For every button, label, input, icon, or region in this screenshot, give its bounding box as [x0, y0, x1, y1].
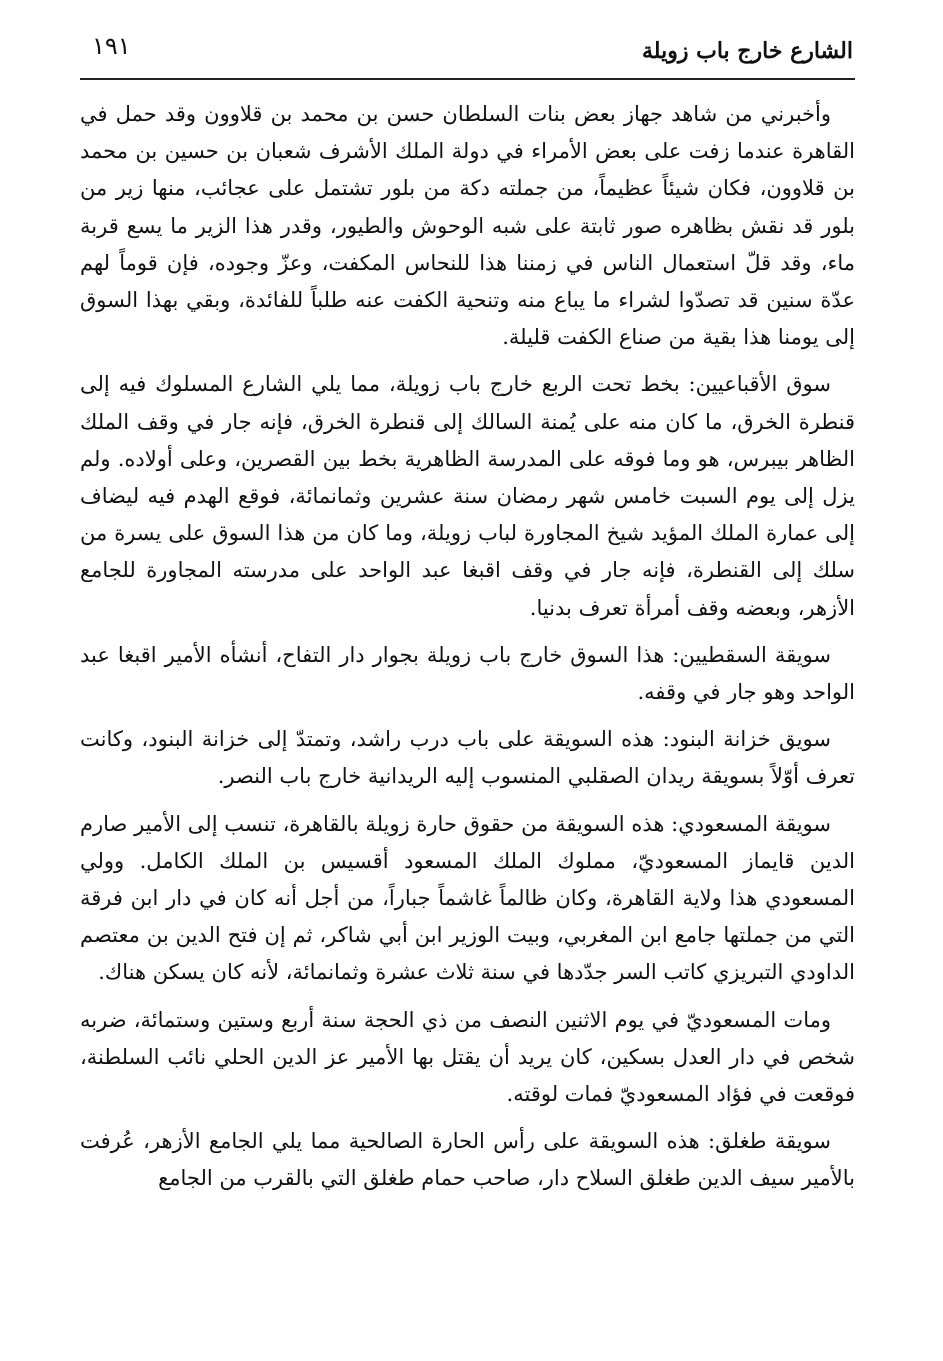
header-divider: [80, 78, 855, 80]
paragraph: سوق الأقباعيين: بخط تحت الربع خارج باب زويلة، مما يلي الشارع المسلوك فيه إلى قنطرة الخرق، ما كان منه على يُمنة السالك إلى قنطرة الخرق، فإنه جار في وقف الملك الظاهر بيبرس، هو وما فوقه على المدرسة الظاهرية بخط بين القصرين، وعلى أولاده. ولم يزل إلى يوم السبت خامس شهر رمضان سنة عشرين وثمانمائة، فوقع الهدم فيه ليضاف إلى عمارة الملك المؤيد شيخ المجاورة لباب زويلة، وما كان من هذا السوق على يسرة من سلك إلى القنطرة، فإنه جار في وقف اقبغا عبد الواحد على مدرسته المجاورة للجامع الأزهر، وبعضه وقف أمرأة تعرف بدنيا.: [80, 372, 855, 620]
paragraph: سويق خزانة البنود: هذه السويقة على باب درب راشد، وتمتدّ إلى خزانة البنود، وكانت تعرف أوّلاً بسويقة ريدان الصقلبي المنسوب إليه الريدانية خارج باب النصر.: [80, 727, 855, 789]
running-title: الشارع خارج باب زويلة: [642, 38, 853, 64]
paragraph: ومات المسعوديّ في يوم الاثنين النصف من ذي الحجة سنة أربع وستين وستمائة، ضربه شخص في دار العدل بسكين، كان يريد أن يقتل بها الأمير عز الدين الحلي نائب السلطنة، فوقعت في فؤاد المسعوديّ فمات لوقته.: [80, 1007, 855, 1107]
paragraph: وأخبرني من شاهد جهاز بعض بنات السلطان حسن بن محمد بن قلاوون وقد حمل في القاهرة عندما زفت على بعض الأمراء في دولة الملك الأشرف شعبان بن حسين بن محمد بن قلاوون، فكان شيئاً عظيماً، من جملته دكة من بلور تشتمل على عجائب، منها زير من بلور قد نقش بظاهره صور ثابتة على شبه الوحوش والطيور، وقدر هذا الزير ما يسع قربة ماء، وقد قلّ استعمال الناس في زمننا هذا للنحاس المكفت، وعزّ وجوده، فإن قوماً لهم عدّة سنين قد تصدّوا لشراء ما يباع منه وتنحية الكفت عنه طلباً للفائدة، وبقي بهذا السوق إلى يومنا هذا بقية من صناع الكفت قليلة.: [80, 102, 855, 350]
page-number: ١٩١: [92, 32, 131, 60]
running-header: [80, 32, 853, 72]
paragraph: سويقة السقطيين: هذا السوق خارج باب زويلة بجوار دار التفاح، أنشأه الأمير اقبغا عبد الواحد وهو جار في وقفه.: [80, 642, 855, 705]
body-text: [80, 96, 855, 1208]
paragraph: سويقة المسعودي: هذه السويقة من حقوق حارة زويلة بالقاهرة، تنسب إلى الأمير صارم الدين قايماز المسعوديّ، مملوك الملك المسعود أقسيس بن الملك الكامل. وولي المسعودي هذا ولاية القاهرة، وكان ظالماً غاشماً جباراً، من أجل أنه كان في دار ابن فرقة التي من جملتها جامع ابن المغربي، وبيت الوزير ابن أبي شاكر، ثم إن فتح الدين بن معتصم الداودي التبريزي كاتب السر جدّدها في سنة ثلاث عشرة وثمانمائة، لأنه كان يسكن هناك.: [80, 811, 855, 985]
paragraph: سويقة طغلق: هذه السويقة على رأس الحارة الصالحية مما يلي الجامع الأزهر، عُرفت بالأمير سيف الدين طغلق السلاح دار، صاحب حمام طغلق التي بالقرب من الجامع: [80, 1129, 855, 1191]
